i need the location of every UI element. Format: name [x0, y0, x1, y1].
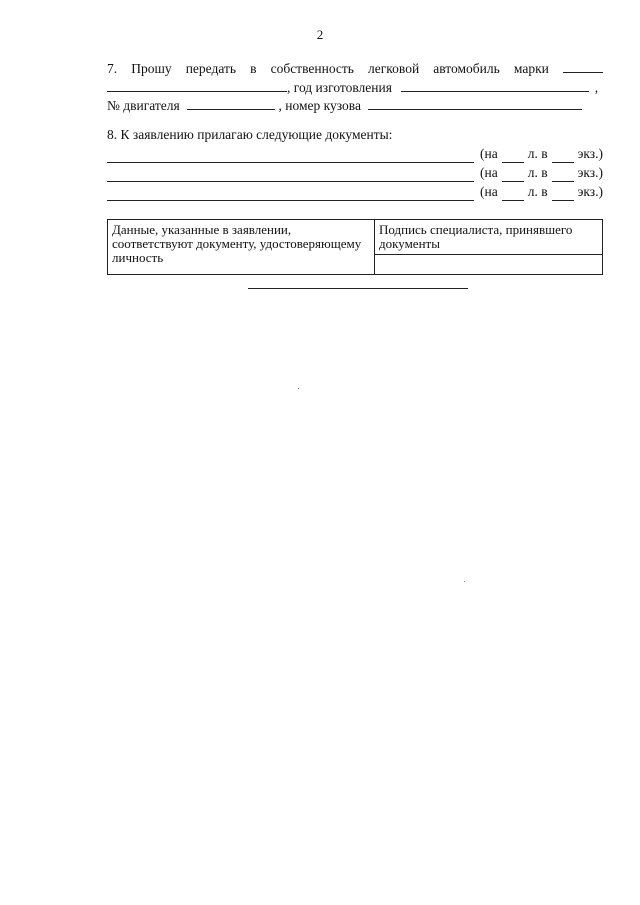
item7-line1 [107, 60, 603, 78]
item7-line2 [107, 79, 603, 97]
item7-word: в [250, 61, 257, 76]
item7-word: марки [513, 61, 549, 76]
car-make-blank-continued[interactable] [107, 79, 287, 92]
sheets-open: (на [480, 165, 498, 180]
sheets-count-blank[interactable] [502, 169, 524, 182]
year-blank[interactable] [401, 79, 589, 92]
item7-word: автомобиль [433, 61, 500, 76]
document-row [107, 164, 603, 182]
verification-table [107, 219, 603, 275]
sheets-label: л. в [527, 165, 548, 180]
document-name-blank[interactable] [107, 187, 474, 201]
car-make-blank[interactable] [563, 60, 603, 73]
item7-number: 7. [107, 61, 118, 76]
engine-label: № двигателя [107, 98, 180, 113]
page-number: 2 [316, 27, 324, 42]
body-label: , номер кузова [278, 98, 361, 113]
specialist-signature-field[interactable] [375, 255, 603, 275]
copies-label: экз.) [577, 146, 603, 161]
sheets-open: (на [480, 146, 498, 161]
item8-heading: 8. К заявлению прилагаю следующие документы: [107, 127, 393, 142]
sheets-open: (на [480, 184, 498, 199]
item7-word: Прошу [131, 61, 172, 76]
engine-number-blank[interactable] [187, 97, 275, 110]
document-name-blank[interactable] [107, 149, 474, 163]
sheets-count-blank[interactable] [502, 150, 524, 163]
document-row [107, 183, 603, 201]
item7-word: собственность [270, 61, 354, 76]
end-of-form-rule [248, 288, 468, 289]
copies-count-blank[interactable] [552, 188, 574, 201]
sheets-count-blank[interactable] [502, 188, 524, 201]
copies-label: экз.) [577, 184, 603, 199]
copies-label: экз.) [577, 165, 603, 180]
year-comma: , [594, 80, 599, 95]
copies-count-blank[interactable] [552, 150, 574, 163]
year-label: , год изготовления [287, 80, 392, 95]
item7-line3 [107, 97, 603, 115]
item7-word: передать [185, 61, 237, 76]
specialist-signature-label: Подпись специалиста, принявшего документы [375, 220, 603, 255]
body-number-blank[interactable] [368, 97, 582, 110]
scan-speck [298, 388, 299, 389]
document-name-blank[interactable] [107, 168, 474, 182]
document-row [107, 145, 603, 163]
sheets-label: л. в [527, 146, 548, 161]
identity-confirmation-cell: Данные, указанные в заявлении, соответствуют документу, удостоверяющему личность [108, 220, 375, 275]
item7-word: легковой [368, 61, 420, 76]
copies-count-blank[interactable] [552, 169, 574, 182]
scan-speck [464, 581, 465, 582]
sheets-label: л. в [527, 184, 548, 199]
